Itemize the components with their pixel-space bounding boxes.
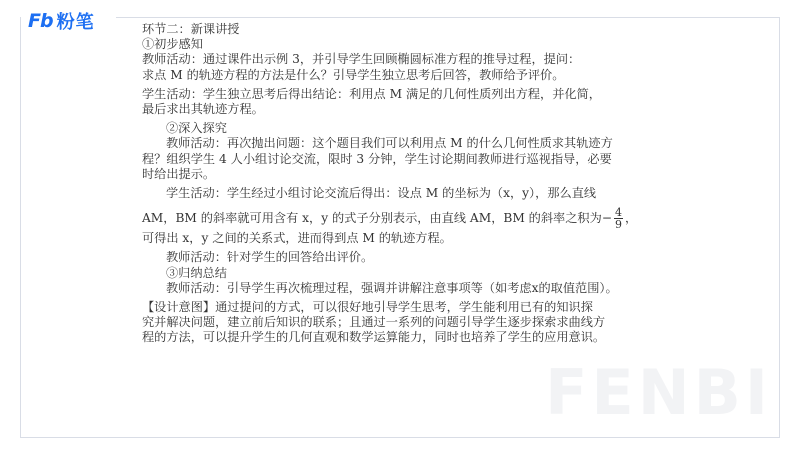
step3-title: ③归纳总结 (166, 265, 227, 280)
step2-teacher-line: 时给出提示。 (142, 166, 216, 181)
step2-student-line: 可得出 x，y 之间的关系式，进而得到点 M 的轨迹方程。 (142, 231, 452, 246)
watermark: FENBI (545, 356, 772, 429)
step2-student-line: 学生活动：学生经过小组讨论交流后得出：设点 M 的坐标为（x，y），那么直线 (166, 186, 597, 201)
step1-student-line: 最后求出其轨迹方程。 (142, 102, 264, 117)
section-heading: 环节二：新课讲授 (142, 22, 240, 36)
fraction (614, 207, 623, 230)
step2-student-formula-line (142, 205, 642, 231)
lesson-document (142, 22, 642, 346)
design-intent-line: 【设计意图】通过提问的方式，可以很好地引导学生思考，学生能利用已有的知识探 (142, 300, 593, 315)
step1-title: ①初步感知 (142, 37, 203, 52)
fraction-denominator: 9 (615, 218, 623, 232)
formula-tail: ， (625, 211, 638, 226)
step1-teacher-line: 教师活动：通过课件出示例 3，并引导学生回顾椭圆标准方程的推导过程，提问： (142, 52, 581, 67)
step2-teacher-evaluation: 教师活动：针对学生的回答给出评价。 (166, 250, 374, 265)
fenbi-logo-mark: Fb (28, 10, 53, 32)
design-intent-line: 程的方法，可以提升学生的几何直观和数学运算能力，同时也培养了学生的应用意识。 (142, 330, 606, 345)
minus-sign: − (601, 211, 613, 226)
design-intent-line: 究并解决问题，建立前后知识的联系；且通过一系列的问题引导学生逐步探索求曲线方 (142, 315, 606, 330)
step1-teacher-line: 求点 M 的轨迹方程的方法是什么？引导学生独立思考后回答，教师给予评价。 (142, 67, 565, 82)
fraction-numerator: 4 (615, 206, 623, 220)
formula-text: AM，BM 的斜率就可用含有 x，y 的式子分别表示，由直线 AM，BM 的斜率之积为 (142, 211, 602, 226)
step2-teacher-line: 程？组织学生 4 人小组讨论交流，限时 3 分钟，学生讨论期间教师进行巡视指导，必要 (142, 151, 612, 166)
step3-teacher-line: 教师活动：引导学生再次梳理过程，强调并讲解注意事项等（如考虑x的取值范围）。 (166, 280, 618, 295)
step1-student-line: 学生活动：学生独立思考后得出结论：利用点 M 满足的几何性质列出方程，并化简， (142, 86, 601, 101)
step2-title: ②深入探究 (166, 121, 227, 136)
fenbi-logo-text: 粉笔 (56, 12, 95, 33)
step2-teacher-line: 教师活动：再次抛出问题：这个题目我们可以利用点 M 的什么几何性质求其轨迹方 (166, 136, 613, 151)
